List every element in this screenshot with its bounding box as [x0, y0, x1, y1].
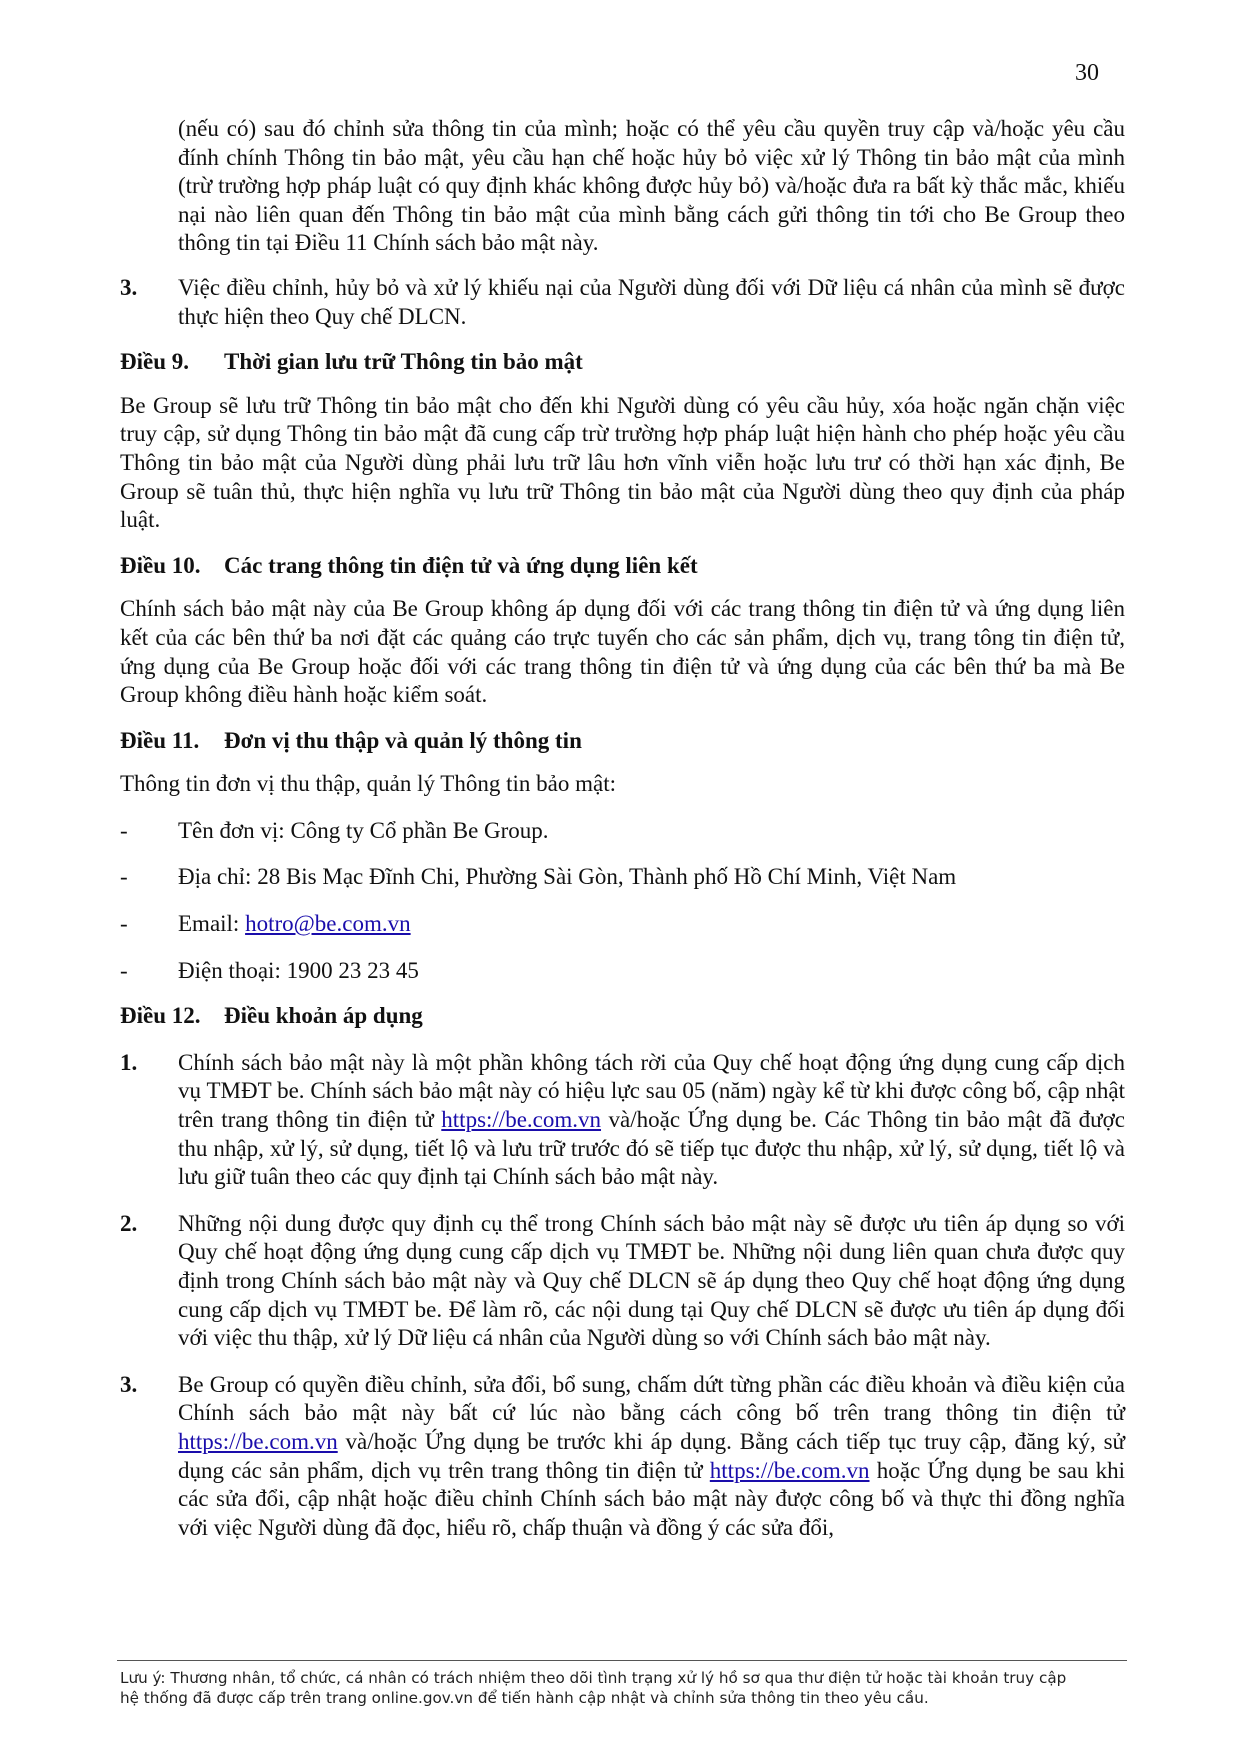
company-address: Địa chỉ: 28 Bis Mạc Đĩnh Chi, Phường Sài Gòn, Thành phố Hồ Chí Minh, Việt Nam: [178, 864, 957, 890]
email-link[interactable]: hotro@be.com.vn: [245, 911, 411, 937]
list-item: [120, 1210, 1125, 1353]
text-run: và/hoặc Ứng dụng be. Các Thông tin bảo mật đã được thu nhập, xử lý, sử dụng, tiết lộ và lưu trữ trước đó sẽ tiếp tục được thu nhập, xử lý, sử dụng, tiết lộ và lưu giữ tuân theo các quy định tại Chính sách bảo mật này.: [178, 1107, 1126, 1190]
dash-bullet: -: [120, 817, 128, 843]
article-number: Điều 11.: [120, 727, 200, 753]
footer-line: hệ thống đã được cấp trên trang online.gov.vn để tiến hành cập nhật và chỉnh sửa thông tin theo yêu cầu.: [120, 1689, 929, 1707]
article-title: Thời gian lưu trữ Thông tin bảo mật: [224, 349, 583, 375]
article-title: Các trang thông tin điện tử và ứng dụng liên kết: [224, 552, 698, 578]
intro-paragraph: (nếu có) sau đó chỉnh sửa thông tin của mình; hoặc có thể yêu cầu quyền truy cập và/hoặc yêu cầu đính chính Thông tin bảo mật, yêu cầu hạn chế hoặc hủy bỏ việc xử lý Thông tin bảo mật của mình (trừ trường hợp pháp luật có quy định khác không được hủy bỏ) và/hoặc đưa ra bất kỳ thắc mắc, khiếu nại nào liên quan đến Thông tin bảo mật của mình bằng cách gửi thông tin tới cho Be Group theo thông tin tại Điều 11 Chính sách bảo mật này.: [178, 116, 1125, 256]
article-12-heading: [120, 1002, 1125, 1031]
text-run: Be Group có quyền điều chỉnh, sửa đổi, bổ sung, chấm dứt từng phần các điều khoản và điều kiện của Chính sách bảo mật này bất cứ lúc nào bằng cách công bố trên trang thông tin điện tử: [178, 1371, 1125, 1426]
footer-note: [120, 1668, 1130, 1708]
dash-bullet: -: [120, 911, 128, 937]
list-item: [120, 1371, 1125, 1543]
footer-line: Lưu ý: Thương nhân, tổ chức, cá nhân có trách nhiệm theo dõi tình trạng xử lý hồ sơ qua thư điện tử hoặc tài khoản truy cập: [120, 1669, 1067, 1687]
list-item: [120, 274, 1125, 331]
list-item-number: 2.: [120, 1210, 138, 1236]
website-link[interactable]: https://be.com.vn: [709, 1457, 870, 1483]
email-label: Email:: [178, 911, 246, 937]
dash-bullet: -: [120, 957, 128, 983]
list-item-text: Những nội dung được quy định cụ thể trong Chính sách bảo mật này sẽ được ưu tiên áp dụng so với Quy chế hoạt động ứng dụng cung cấp dịch vụ TMĐT be. Những nội dung liên quan chưa được quy định trong Chính sách bảo mật này và Quy chế DLCN sẽ áp dụng theo Quy chế hoạt động ứng dụng cung cấp dịch vụ TMĐT be. Để làm rõ, các nội dung tại Quy chế DLCN sẽ được ưu tiên áp dụng đối với việc thu thập, xử lý Dữ liệu cá nhân của Người dùng so với Chính sách bảo mật này.: [178, 1210, 1125, 1351]
article-title: Điều khoản áp dụng: [224, 1003, 423, 1029]
list-item: [120, 817, 1125, 846]
article-10-heading: [120, 552, 1125, 581]
article-title: Đơn vị thu thập và quản lý thông tin: [224, 727, 582, 753]
list-item-number: 3.: [120, 274, 138, 300]
list-item-number: 3.: [120, 1371, 138, 1397]
company-name: Tên đơn vị: Công ty Cổ phần Be Group.: [178, 817, 549, 843]
article-9-body: Be Group sẽ lưu trữ Thông tin bảo mật cho đến khi Người dùng có yêu cầu hủy, xóa hoặc ngăn chặn việc truy cập, sử dụng Thông tin bảo mật đã cung cấp trừ trường hợp pháp luật hiện hành cho phép hoặc yêu cầu Thông tin bảo mật của Người dùng phải lưu trữ lâu hơn vĩnh viễn hoặc lưu trư có thời hạn xác định, Be Group sẽ tuân thủ, thực hiện nghĩa vụ lưu trữ Thông tin bảo mật của Người dùng theo quy định của pháp luật.: [120, 392, 1125, 533]
footer-divider: [117, 1660, 1127, 1661]
article-11-heading: [120, 727, 1125, 756]
list-item-text: [178, 1049, 1125, 1192]
text-run: hoặc Ứng dụng be sau khi các sửa đổi, cập nhật hoặc điều chỉnh Chính sách bảo mật này được công bố và thực thi đồng nghĩa với việc Người dùng đã đọc, hiểu rõ, chấp thuận và đồng ý các sửa đổi,: [178, 1457, 1125, 1540]
article-11-intro: Thông tin đơn vị thu thập, quản lý Thông tin bảo mật:: [120, 771, 616, 797]
article-number: Điều 9.: [120, 349, 189, 375]
list-item-number: 1.: [120, 1049, 138, 1075]
website-link[interactable]: https://be.com.vn: [441, 1107, 602, 1133]
company-email: [178, 910, 411, 939]
article-number: Điều 10.: [120, 552, 201, 578]
text-run: Chính sách bảo mật này là một phần không tách rời của Quy chế hoạt động ứng dụng cung cấp dịch vụ TMĐT be. Chính sách bảo mật này có hiệu lực sau 05 (năm) ngày kể từ khi được công bố, cập nhật trên trang thông tin điện tử: [178, 1049, 1125, 1133]
list-item-text: [178, 1371, 1125, 1543]
dash-bullet: -: [120, 864, 128, 890]
article-10-body: Chính sách bảo mật này của Be Group không áp dụng đối với các trang thông tin điện tử và ứng dụng liên kết của các bên thứ ba nơi đặt các quảng cáo trực tuyến cho các sản phẩm, dịch vụ, trang tông tin điện tử, ứng dụng của Be Group hoặc đối với các trang thông tin điện tử và ứng dụng của các bên thứ ba mà Be Group không điều hành hoặc kiểm soát.: [120, 596, 1125, 708]
page-number: 30: [1075, 60, 1099, 86]
text-run: và/hoặc Ứng dụng be trước khi áp dụng. Bằng cách tiếp tục truy cập, đăng ký, sử dụng các sản phẩm, dịch vụ trên trang thông tin điện tử: [178, 1428, 1125, 1483]
article-number: Điều 12.: [120, 1003, 201, 1029]
list-item: [120, 910, 1125, 939]
document-body: [120, 115, 1125, 1542]
list-item: [120, 863, 1125, 892]
list-item-text: Việc điều chỉnh, hủy bỏ và xử lý khiếu nại của Người dùng đối với Dữ liệu cá nhân của mình sẽ được thực hiện theo Quy chế DLCN.: [178, 274, 1125, 329]
list-item: [120, 957, 1125, 986]
list-item: [120, 1049, 1125, 1192]
article-9-heading: [120, 348, 1125, 377]
website-link[interactable]: https://be.com.vn: [178, 1428, 338, 1454]
company-phone: Điện thoại: 1900 23 23 45: [178, 957, 419, 983]
